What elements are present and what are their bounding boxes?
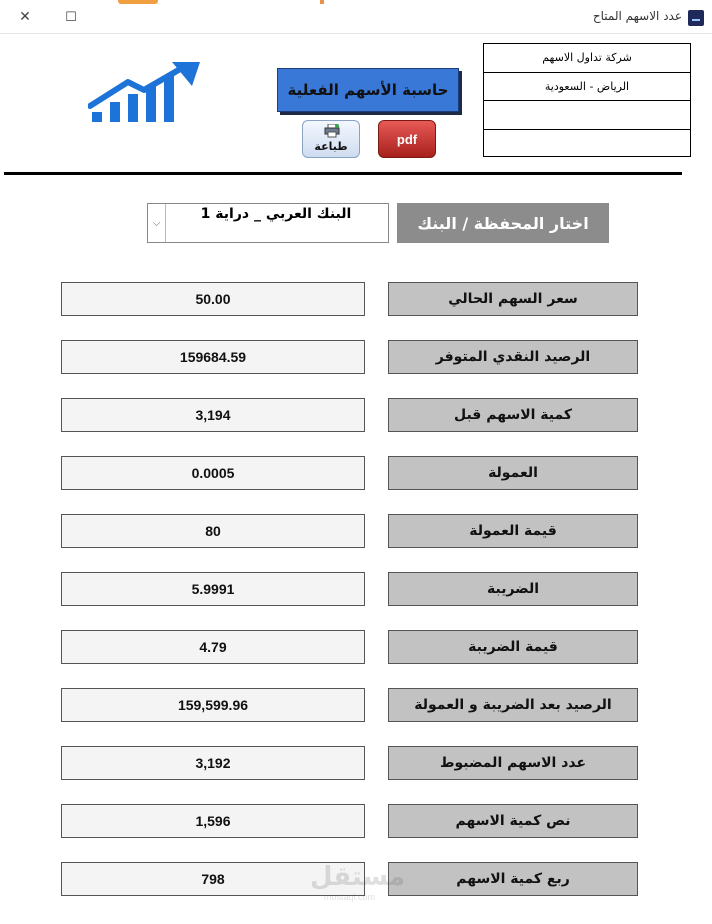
watermark-url: mostaql.com <box>324 892 376 902</box>
close-window-button[interactable] <box>2 0 48 34</box>
window-title: عدد الاسهم المتاح <box>592 9 682 23</box>
company-info-table <box>483 43 691 157</box>
taskbar-dot <box>320 0 324 4</box>
watermark-logo <box>310 862 406 902</box>
calculator-title-button[interactable]: حاسبة الأسهم الفعلية <box>277 68 459 112</box>
maximize-window-button[interactable] <box>48 0 94 34</box>
field-label: الرصيد بعد الضريبة و العمولة <box>388 688 638 722</box>
print-label: طباعة <box>314 140 348 153</box>
field-label: ربع كمية الاسهم <box>388 862 638 896</box>
header-divider <box>4 172 682 175</box>
print-button[interactable] <box>302 120 360 158</box>
field-value[interactable]: 798 <box>61 862 365 896</box>
pdf-export-button[interactable]: pdf <box>378 120 436 158</box>
rising-chart-arrow-icon <box>88 60 204 128</box>
taskbar-highlight <box>118 0 158 4</box>
company-info-empty-cell <box>484 101 690 130</box>
portfolio-label: اختار المحفظة / البنك <box>397 203 609 243</box>
field-label: قيمة العمولة <box>388 514 638 548</box>
printer-icon <box>324 124 340 138</box>
field-label: الضريبة <box>388 572 638 606</box>
company-info-empty-cell <box>484 130 690 159</box>
company-location-cell: الرياض - السعودية <box>484 73 690 102</box>
field-value[interactable]: 5.9991 <box>61 572 365 606</box>
portfolio-selected-value: البنك العربي _ دراية 1 <box>200 206 352 222</box>
field-label: عدد الاسهم المضبوط <box>388 746 638 780</box>
chevron-down-icon[interactable]: ⌵ <box>148 204 166 242</box>
field-value[interactable]: 1,596 <box>61 804 365 838</box>
chart-app-icon <box>688 10 704 26</box>
watermark-text: مستقل <box>310 862 406 892</box>
company-name-cell: شركة تداول الاسهم <box>484 44 690 73</box>
field-value[interactable]: 3,192 <box>61 746 365 780</box>
field-value[interactable]: 159,599.96 <box>61 688 365 722</box>
field-label: قيمة الضريبة <box>388 630 638 664</box>
field-value[interactable]: 4.79 <box>61 630 365 664</box>
field-value[interactable]: 0.0005 <box>61 456 365 490</box>
close-icon: ✕ <box>19 9 31 25</box>
field-value[interactable]: 50.00 <box>61 282 365 316</box>
portfolio-dropdown[interactable] <box>147 203 389 243</box>
field-label: نص كمية الاسهم <box>388 804 638 838</box>
field-label: كمية الاسهم قبل <box>388 398 638 432</box>
field-value[interactable]: 3,194 <box>61 398 365 432</box>
window-title-bar <box>0 0 712 34</box>
field-value[interactable]: 80 <box>61 514 365 548</box>
field-label: العمولة <box>388 456 638 490</box>
field-value[interactable]: 159684.59 <box>61 340 365 374</box>
maximize-icon: ☐ <box>65 9 77 25</box>
field-label: الرصيد النقدي المتوفر <box>388 340 638 374</box>
field-label: سعر السهم الحالي <box>388 282 638 316</box>
